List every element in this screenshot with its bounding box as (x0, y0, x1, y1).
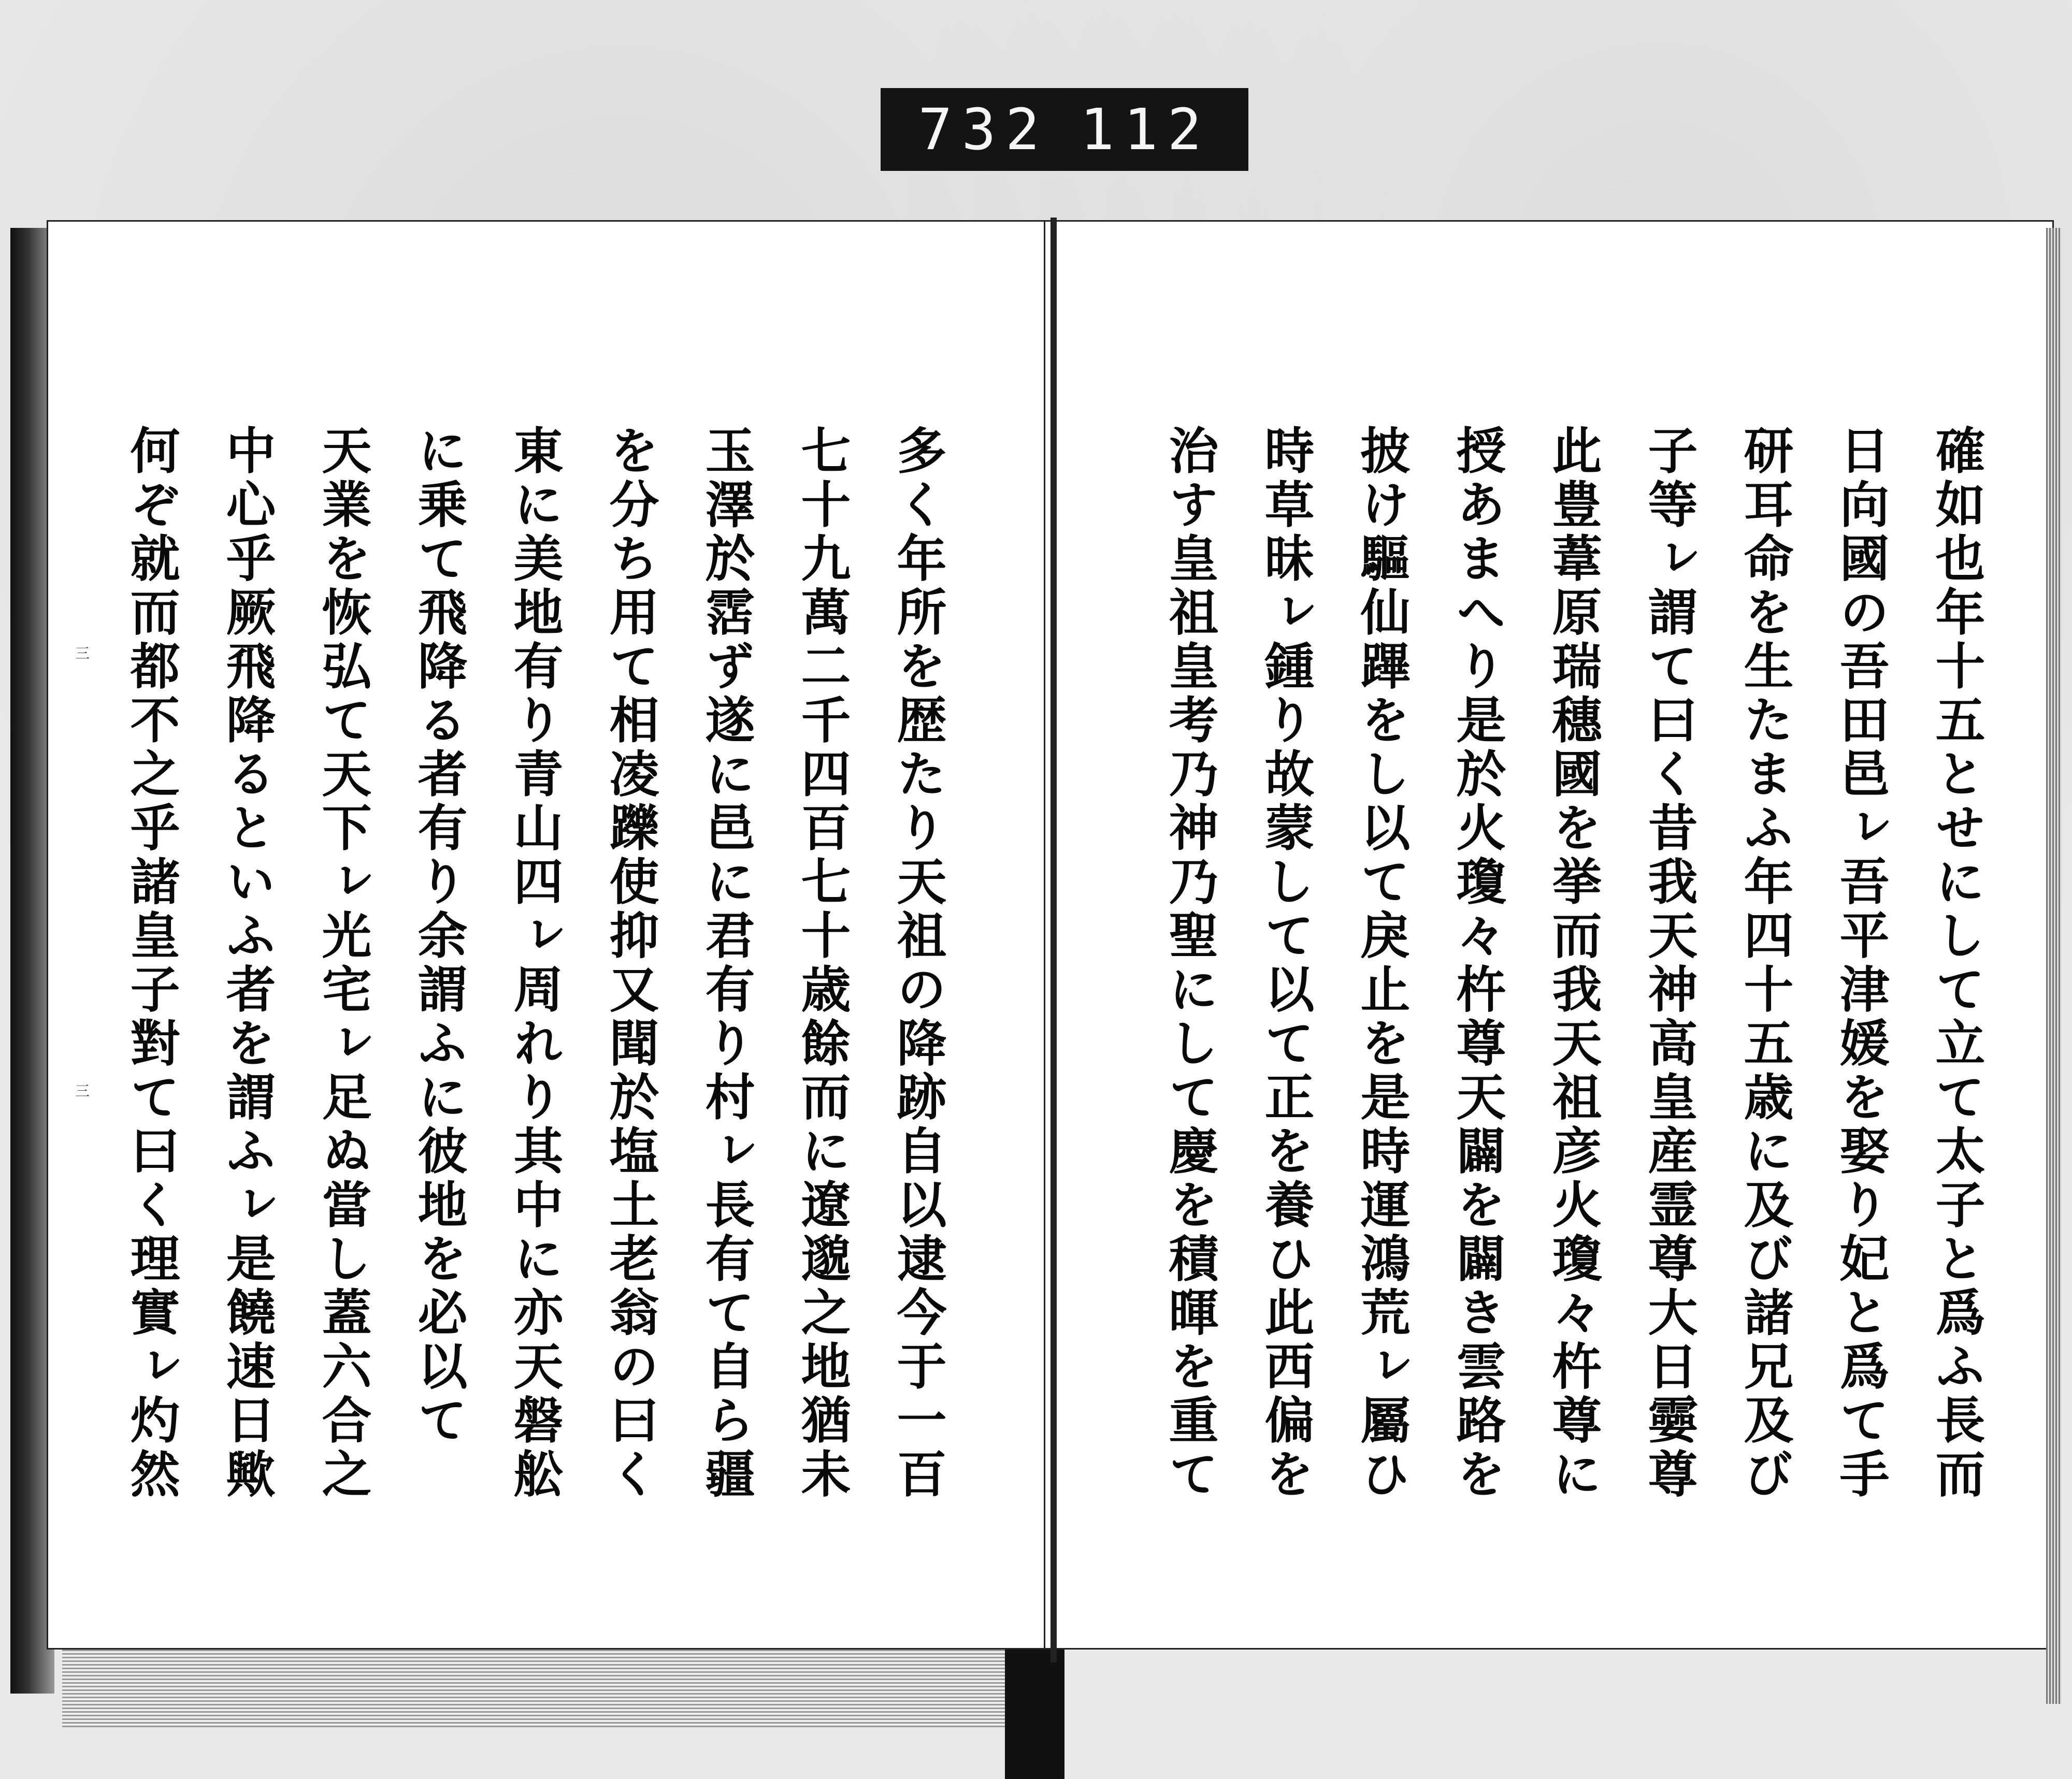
frame-number-right: 112 (1080, 96, 1211, 163)
margin-mark: 三 (75, 645, 90, 662)
right-page-text (1161, 425, 2005, 1631)
text-line: 中心乎厥飛降るといふ者を謂ふㇾ是饒速日歟 (218, 425, 277, 1502)
text-line: に乗て飛降る者有り余謂ふに彼地を必以て (410, 425, 468, 1448)
text-line: 何ぞ就而都不之乎諸皇子對て曰く理實ㇾ灼然 (122, 425, 181, 1502)
text-line: 時草昧ㇾ鍾り故蒙して以て正を養ひ此西偏を (1257, 425, 1315, 1502)
text-line: 授あまへり是於火瓊々杵尊天闢を闢き雲路を (1448, 425, 1507, 1502)
book-gutter (1051, 218, 1057, 1662)
text-line: 多く年所を歴たり天祖の降跡自以逮今于一百 (889, 425, 947, 1502)
text-line: 玉澤於霑ず遂に邑に君有り村ㇾ長有て自ら疆 (697, 425, 756, 1502)
frame-number-left: 732 (918, 96, 1049, 163)
text-line: 子等ㇾ謂て曰く昔我天神高皇産霊尊大日孁尊 (1640, 425, 1699, 1502)
text-line: 此豊葦原瑞穗國を挙而我天祖彦火瓊々杵尊に (1544, 425, 1603, 1502)
open-book (10, 197, 2062, 1725)
page-stack-bottom (62, 1650, 1046, 1727)
text-line: 研耳命を生たまふ年四十五歳に及び諸兄及び (1736, 425, 1794, 1502)
text-line: 確如也年十五とせにして立て太子と爲ふ長而 (1927, 425, 1986, 1502)
text-line: 日向國の吾田邑ㇾ吾平津媛を娶り妃と爲て手 (1832, 425, 1890, 1502)
text-line: を分ち用て相凌躒使抑又聞於塩土老翁の曰く (601, 425, 660, 1502)
text-line: 披け驅仙蹕をし以て戾止を是時運鴻荒ㇾ屬ひ (1352, 425, 1411, 1502)
text-line: 東に美地有り青山四ㇾ周れり其中に亦天磐舩 (506, 425, 564, 1502)
book-right-edge (2046, 228, 2062, 1704)
text-line: 治す皇祖皇考乃神乃聖にして慶を積暉を重て (1161, 425, 1219, 1502)
margin-mark: 三 (75, 1082, 90, 1100)
text-line: 七十九萬二千四百七十歳餘而に遼邈之地猶未 (793, 425, 852, 1502)
film-frame-label (881, 88, 1248, 171)
text-line: 天業を恢弘て天下ㇾ光宅ㇾ足ぬ當し蓋六合之 (314, 425, 372, 1502)
left-page-text (85, 425, 966, 1631)
